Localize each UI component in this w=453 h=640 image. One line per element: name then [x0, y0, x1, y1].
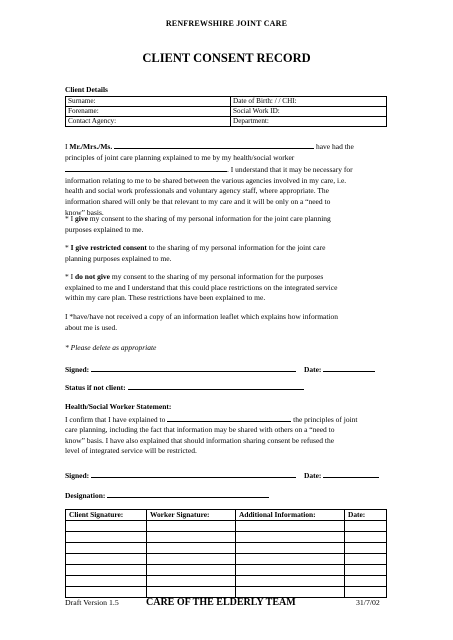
- signature-cell[interactable]: [147, 554, 236, 565]
- client-signed-row: [65, 363, 387, 376]
- client-date-line[interactable]: [323, 363, 375, 372]
- social-work-id-field[interactable]: Social Work ID:: [231, 107, 387, 117]
- worker-line-1-post: the principles of joint: [291, 414, 358, 424]
- signature-cell[interactable]: [345, 554, 387, 565]
- table-row: [66, 554, 387, 565]
- leaflet-line-2: about me is used.: [65, 322, 118, 332]
- table-row: [66, 543, 387, 554]
- version-label: Draft Version 1.5: [65, 598, 119, 607]
- page-title: CLIENT CONSENT RECORD: [142, 51, 311, 65]
- honorific: Mr./Mrs./Ms.: [69, 142, 113, 151]
- signature-cell[interactable]: [345, 543, 387, 554]
- option-text: purposes explained to me.: [65, 224, 144, 234]
- forename-field[interactable]: Forename:: [66, 107, 231, 117]
- option-bold: give: [75, 214, 88, 223]
- date-label: Date:: [303, 471, 322, 480]
- option-star: *: [65, 243, 71, 252]
- column-header: Client Signature:: [66, 510, 147, 521]
- option-bold: I give restricted consent: [70, 243, 147, 252]
- signature-cell[interactable]: [147, 521, 236, 532]
- signature-cell[interactable]: [236, 554, 345, 565]
- signature-cell[interactable]: [147, 532, 236, 543]
- column-header: Additional Information:: [236, 510, 345, 521]
- signature-cell[interactable]: [66, 521, 147, 532]
- consent-option-restricted[interactable]: [65, 243, 387, 264]
- option-text: explained to me and I understand that this could place restrictions on the integrated service: [65, 282, 338, 292]
- worker-line-3: know” basis. I have also explained that should information sharing consent be refused the: [65, 435, 335, 445]
- intro-line-4: information relating to me to be shared between the various agencies involved in my care, i.e.: [65, 175, 347, 185]
- table-row: [66, 565, 387, 576]
- signature-cell[interactable]: [236, 543, 345, 554]
- department-field[interactable]: Department:: [231, 117, 387, 127]
- signed-label: Signed:: [65, 471, 90, 480]
- signature-cell[interactable]: [66, 576, 147, 587]
- worker-line-2: care planning, including the fact that information may be shared with others on a “need to: [65, 425, 335, 435]
- option-text: planning purposes explained to me.: [65, 253, 172, 263]
- surname-field[interactable]: Surname:: [66, 97, 231, 107]
- status-label: Status if not client:: [65, 383, 126, 392]
- signature-cell[interactable]: [345, 565, 387, 576]
- table-header-row: [66, 510, 387, 521]
- signature-cell[interactable]: [147, 543, 236, 554]
- signature-cell[interactable]: [66, 565, 147, 576]
- date-label: Date:: [303, 365, 322, 374]
- worker-signature-line[interactable]: [91, 469, 296, 478]
- contact-agency-field[interactable]: Contact Agency:: [66, 117, 231, 127]
- worker-date-line[interactable]: [323, 469, 379, 478]
- column-header: Worker Signature:: [147, 510, 236, 521]
- consent-option-give[interactable]: [65, 214, 387, 235]
- signature-cell[interactable]: [147, 565, 236, 576]
- signature-cell[interactable]: [66, 554, 147, 565]
- table-row: [66, 576, 387, 587]
- intro-line-3-tail: . I understand that it may be necessary for: [227, 165, 353, 175]
- signature-cell[interactable]: [147, 576, 236, 587]
- signature-cell[interactable]: [345, 587, 387, 598]
- option-text: within my care plan. These restrictions have been explained to me.: [65, 293, 266, 303]
- client-name-blank-2[interactable]: [167, 413, 291, 422]
- option-pre: I: [70, 272, 75, 281]
- intro-line-5: health and social work professionals and voluntary agency staff, where appropriate. The: [65, 186, 330, 196]
- signature-cell[interactable]: [345, 576, 387, 587]
- table-row: [66, 532, 387, 543]
- intro-line-6: information shared will only be that relevant to my care and it will be only on a “need to: [65, 196, 331, 206]
- signature-cell[interactable]: [345, 532, 387, 543]
- column-header: Date:: [345, 510, 387, 521]
- signature-cell[interactable]: [66, 587, 147, 598]
- signature-table: [65, 509, 387, 598]
- intro-prefix: I: [65, 142, 70, 151]
- status-line[interactable]: [128, 381, 304, 390]
- leaflet-line-1: I *have/have not received a copy of an information leaflet which explains how information: [65, 312, 339, 321]
- table-row: [66, 107, 387, 117]
- designation-line[interactable]: [107, 489, 269, 498]
- table-row: [66, 97, 387, 107]
- consent-option-not-give[interactable]: [65, 272, 387, 304]
- designation-label: Designation:: [65, 491, 106, 500]
- signed-label: Signed:: [65, 365, 90, 374]
- worker-line-1-pre: I confirm that I have explained to: [65, 414, 168, 424]
- signature-cell[interactable]: [345, 521, 387, 532]
- intro-paragraph: [65, 140, 387, 218]
- worker-name-blank[interactable]: [65, 163, 227, 172]
- option-star: *: [65, 214, 71, 223]
- option-bold: do not give: [75, 272, 111, 281]
- intro-line-3: [65, 163, 387, 176]
- client-signature-line[interactable]: [91, 363, 296, 372]
- signature-cell[interactable]: [236, 565, 345, 576]
- worker-statement: [65, 402, 387, 457]
- organization-header: RENFREWSHIRE JOINT CARE: [165, 19, 288, 28]
- worker-signed-row: [65, 469, 387, 482]
- signature-cell[interactable]: [236, 576, 345, 587]
- intro-line-1: [65, 140, 387, 153]
- option-text: my consent to the sharing of my personal information for the purposes: [110, 272, 324, 281]
- leaflet-statement[interactable]: [65, 312, 387, 333]
- intro-after-name: have had the: [314, 142, 354, 151]
- worker-statement-heading: Health/Social Worker Statement:: [65, 402, 172, 411]
- signature-cell[interactable]: [236, 521, 345, 532]
- client-details-table: [65, 96, 387, 127]
- signature-cell[interactable]: [66, 543, 147, 554]
- signature-cell[interactable]: [66, 532, 147, 543]
- worker-line-4: level of integrated service will be restricted.: [65, 446, 197, 456]
- status-row: [65, 381, 387, 394]
- intro-line-2: principles of joint care planning explained to me by my health/social worker: [65, 152, 295, 162]
- option-star: *: [65, 272, 71, 281]
- footer-date: 31/7/02: [356, 598, 380, 607]
- client-details-label: Client Details: [65, 85, 108, 94]
- worker-line-1: [65, 413, 387, 426]
- table-row: [66, 521, 387, 532]
- option-text: my consent to the sharing of my personal information for the joint care planning: [87, 214, 331, 223]
- option-text: to the sharing of my personal information for the joint care: [146, 243, 326, 252]
- intro-line-7: know” basis.: [65, 207, 104, 217]
- table-row: [66, 117, 387, 127]
- designation-row: [65, 489, 387, 502]
- delete-note: * Please delete as appropriate: [65, 343, 157, 352]
- option-pre: I: [70, 214, 75, 223]
- client-name-blank[interactable]: [114, 140, 314, 149]
- team-label: CARE OF THE ELDERLY TEAM: [146, 597, 296, 608]
- signature-cell[interactable]: [236, 532, 345, 543]
- dob-chi-field[interactable]: Date of Birth: / / CHI:: [231, 97, 387, 107]
